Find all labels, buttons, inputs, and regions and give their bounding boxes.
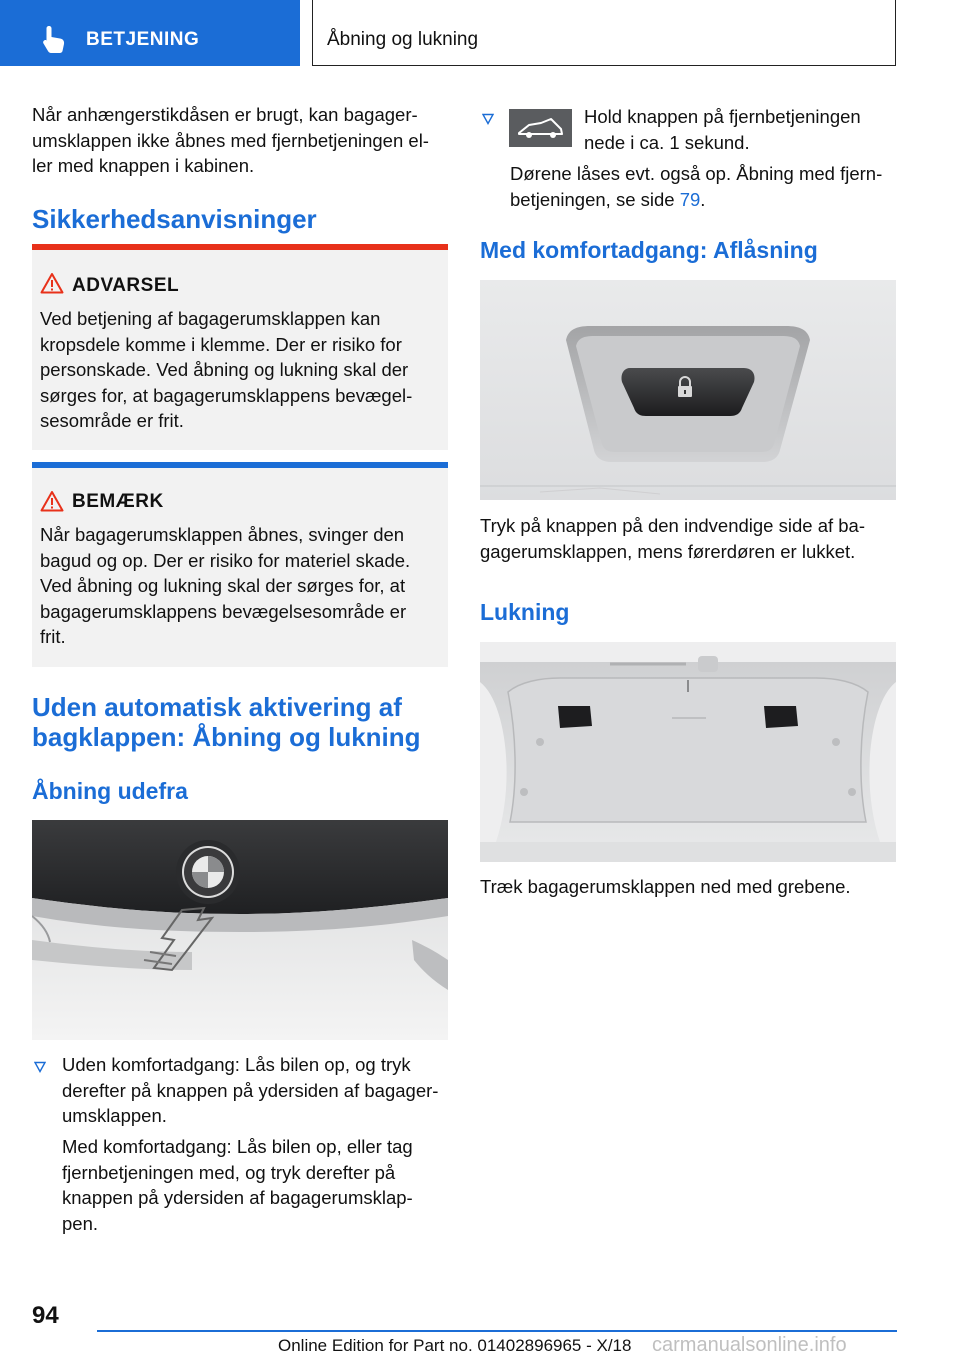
text-span: . (700, 188, 706, 210)
notice-bar (32, 462, 448, 468)
text-line: Med komfortadgang: Lås bilen op, eller tag (62, 1136, 413, 1157)
notice-text (40, 522, 440, 650)
text-line: Hold knappen på fjernbetjeningen (584, 106, 861, 127)
remote-tailgate-button-icon (509, 109, 572, 147)
closing-heading: Lukning (480, 599, 570, 625)
section-heading (32, 692, 448, 752)
text-line: knappen på ydersiden af bagagerumsklap‐ (62, 1187, 413, 1208)
text-line: Uden komfortadgang: Lås bilen op, og tryk (62, 1054, 411, 1075)
closing-text: Træk bagagerumsklappen ned med grebene. (480, 876, 851, 897)
tailgate-emblem-illustration (32, 820, 448, 1040)
chapter-label: BETJENING (86, 29, 200, 50)
hand-pointer-icon (40, 24, 68, 54)
notice-box (32, 462, 448, 667)
page-header (312, 0, 896, 66)
warning-bar (32, 244, 448, 250)
comfort-text (480, 513, 896, 564)
watermark: carmanualsonline.info (652, 1334, 847, 1356)
bullet-item-remote (584, 104, 896, 155)
text-line: Når bagagerumsklappen åbnes, svinger den (40, 524, 405, 545)
text-line: umsklappen. (62, 1105, 167, 1126)
heading-line: Uden automatisk aktivering af (32, 692, 402, 722)
warning-box (32, 244, 448, 450)
text-line: fjernbetjeningen med, og tryk derefter på (62, 1161, 396, 1183)
warning-label: ADVARSEL (72, 275, 180, 296)
safety-heading: Sikkerhedsanvisninger (32, 204, 317, 234)
remote-follow-paragraph (510, 161, 900, 212)
text-line: ler med knappen i kabinen. (32, 155, 255, 176)
page-link[interactable]: 79 (679, 188, 701, 210)
interior-lock-button-illustration (480, 280, 896, 500)
page-title: Åbning og lukning (327, 29, 479, 50)
text-line: Når anhængerstikdåsen er brugt, kan bagager‐ (32, 104, 418, 125)
heading-line: bagklappen: Åbning og lukning (32, 722, 421, 752)
bullet-follow-paragraph (62, 1134, 452, 1236)
sub-heading-opening-outside: Åbning udefra (32, 778, 188, 804)
text-line: kropsdele komme i klemme. Der er risiko for (40, 333, 402, 355)
text-line: Dørene låses evt. også op. Åbning med fjern‐ (510, 163, 883, 184)
text-line: pen. (62, 1212, 99, 1234)
notice-triangle-icon (40, 490, 64, 512)
text-line: Tryk på knappen på den indvendige side af ba‐ (480, 515, 865, 536)
text-line: Ved åbning og lukning skal der sørges for, at (40, 575, 406, 596)
page-number: 94 (32, 1302, 59, 1329)
text-line: personskade. Ved åbning og lukning skal der (40, 359, 409, 380)
bullet-item-open-outside (62, 1052, 452, 1129)
notice-label: BEMÆRK (72, 491, 164, 512)
bullet-arrow-icon (34, 1061, 46, 1073)
footer-edition: Online Edition for Part no. 01402896965 - X/18 (278, 1336, 632, 1355)
intro-paragraph (32, 102, 448, 179)
bullet-arrow-icon (482, 113, 494, 125)
text-line: bagud og op. Der er risiko for materiel skade. (40, 549, 411, 571)
text-line: sørges for, at bagagerumsklappens bevægel‐ (40, 384, 413, 406)
text-line: nede i ca. 1 sekund. (584, 131, 750, 153)
tailgate-grips-illustration (480, 642, 896, 862)
text-line (510, 187, 900, 213)
text-span: betjeningen, se side (510, 188, 680, 210)
text-line: Ved betjening af bagagerumsklappen kan (40, 308, 381, 329)
warning-text (40, 306, 440, 434)
text-line: bagagerumsklappens bevægelsesområde er (40, 600, 407, 622)
text-line: umsklappen ikke åbnes med fjernbetjeningen el‐ (32, 129, 429, 151)
text-line: frit. (40, 626, 66, 647)
text-line: sesområde er frit. (40, 410, 184, 431)
footer-divider (97, 1330, 897, 1332)
text-line: derefter på knappen på ydersiden af bagager‐ (62, 1079, 439, 1101)
warning-triangle-icon (40, 272, 64, 294)
chapter-tab (0, 0, 300, 66)
text-line: gagerumsklappen, mens førerdøren er lukket. (480, 540, 856, 562)
comfort-heading: Med komfortadgang: Aflåsning (480, 237, 818, 263)
